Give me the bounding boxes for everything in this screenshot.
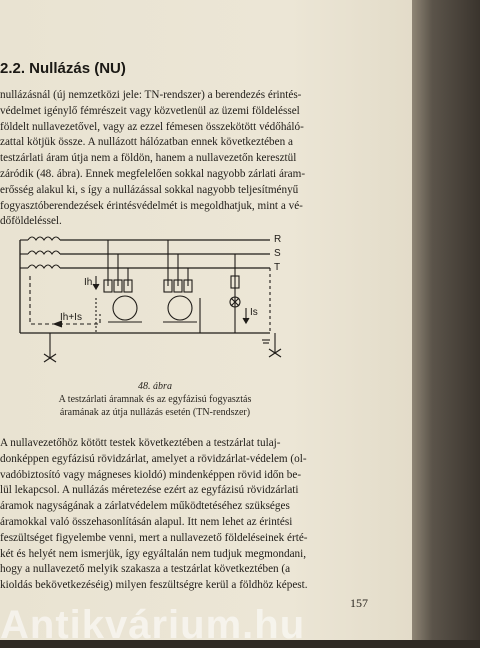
label-t: T xyxy=(274,262,281,273)
text-line: fogyasztóberendezések érintésvédelmét is megoldhatjuk, mint a vé- xyxy=(0,199,303,212)
text-line: védelmet igénylő fémrészeit vagy közvetlenül az üzemi földeléssel xyxy=(0,104,300,117)
page-number: 157 xyxy=(350,596,368,610)
text-line: feszültséget figyelembe venni, mert a nullavezető földeléseinek érté- xyxy=(0,531,308,544)
figure-caption-line: áramának az útja nullázás esetén (TN-rendszer) xyxy=(59,407,251,418)
text-line: vadóbiztosító vagy mágneses kioldó) mindenképpen rövid időn be- xyxy=(0,468,302,481)
figure-number: 48. ábra xyxy=(138,381,172,392)
text-line: dőföldeléssel. xyxy=(0,215,62,228)
lamp-load xyxy=(230,254,249,333)
paragraph-2 xyxy=(0,436,406,594)
text-line: záródik (48. ábra). Ennek megfelelően sokkal nagyobb zárlati áram- xyxy=(0,167,306,180)
text-line: hogy a nullavezető melyik szakasza a testzárlat következtében (a xyxy=(0,563,291,576)
label-ih-is: Ih+Is xyxy=(60,312,82,323)
transformer-coils xyxy=(20,237,60,268)
text-line: A nullavezetőhöz kötött testek következtében a testzárlat tulaj- xyxy=(0,437,281,449)
text-line: donképpen egyfázisú rövidzárlat, amelyet a rövidzárlat-védelem (ol- xyxy=(0,452,307,465)
label-r: R xyxy=(274,234,282,245)
text-line: erősség alakul ki, s így a nullázással sokkal nagyobb teljesítményű xyxy=(0,183,299,196)
label-s: S xyxy=(274,248,281,259)
figure-caption-line: A testzárlati áramnak és az egyfázisú fogyasztás xyxy=(58,394,252,405)
label-is: Is xyxy=(250,307,258,318)
text-line: áramok nagyságának a zárlatvédelem működtetéséhez szükséges xyxy=(0,500,290,513)
text-line: lül lekapcsol. A nullázás méretezése ezért az egyfázisú rövidzárlati xyxy=(0,484,299,497)
text-line: zattal kötjük össze. A nullázott hálózatban ennek következtében a xyxy=(0,136,293,149)
watermark: Antikvárium.hu xyxy=(0,603,306,647)
section-heading: 2.2. Nullázás (NU) xyxy=(0,60,126,77)
circuit-diagram xyxy=(0,228,300,378)
text-line: nullázásnál (új nemzetközi jele: TN-rendszer) a berendezés érintés- xyxy=(0,89,302,101)
ground-symbol-left xyxy=(44,333,56,362)
text-line: testzárlati áram útja nem a földön, hanem a nullavezetőn keresztül xyxy=(0,152,297,165)
ground-symbol-right xyxy=(262,333,281,357)
label-ih: Ih xyxy=(84,277,93,288)
book-spine-edge xyxy=(412,0,480,640)
text-line: kioldás bekövetkezéséig) milyen feszültségre kerül a földhöz képest. xyxy=(0,579,308,592)
paragraph-1 xyxy=(0,88,406,230)
text-line: földelt nullavezetővel, vagy az ezzel fémesen összekötött védőháló- xyxy=(0,120,304,133)
text-line: áramokkal való összehasonlításán alapul. Itt nem lehet az érintési xyxy=(0,515,293,528)
text-line: két és helyét nem ismerjük, így egyáltalán nem tudjuk megmondani, xyxy=(0,547,307,560)
